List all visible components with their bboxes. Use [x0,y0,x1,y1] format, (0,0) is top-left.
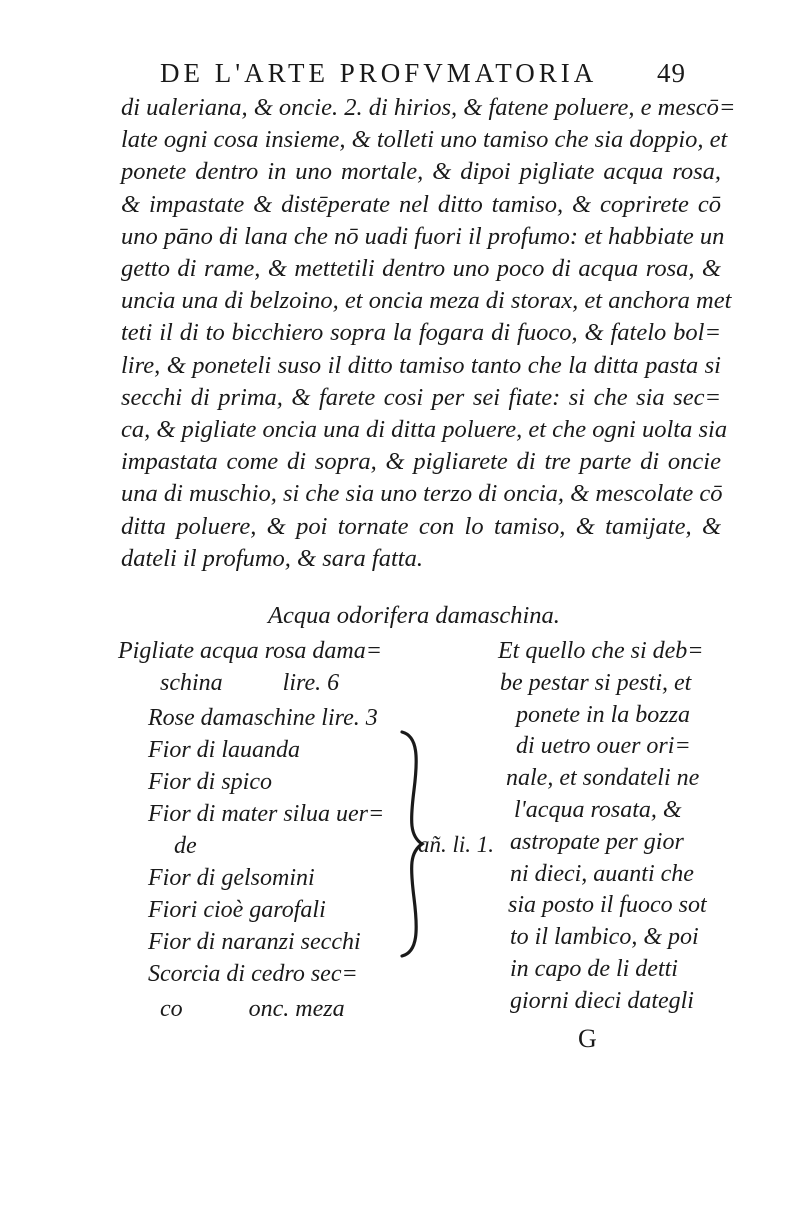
instruction-line: nale, et sondateli ne [506,765,700,792]
body-text [121,92,736,575]
ingredient-line: Scorcia di cedro sec= [148,961,358,987]
body-line: ca, & pigliate oncia una di ditta poluere, et che ogni uolta sia [121,416,728,444]
ingredient-line: Fior di mater silua uer= [148,801,385,827]
body-line: ditta poluere, & poi tornate con lo tamiso, & tamijate, & [121,512,721,540]
instruction-line: giorni dieci dategli [510,987,694,1014]
ingredient-line: schina lire. 6 [160,670,340,696]
ingredient-line: Fiori cioè garofali [148,897,326,923]
instruction-line: di uetro ouer ori= [516,733,691,760]
instruction-line: to il lambico, & poi [510,924,699,951]
dose-label: añ. li. 1. [418,832,495,857]
body-line: impastata come di sopra, & pigliarete di tre parte di oncie [121,448,721,476]
body-line: lire, & poneteli suso il ditto tamiso tanto che la ditta pasta si [121,351,721,379]
body-line: di ualeriana, & oncie. 2. di hirios, & fatene poluere, e mescō= [121,94,736,121]
ingredient-line: Fior di gelsomini [148,865,315,891]
body-line: & impastate & distēperate nel ditto tamiso, & coprirete cō [121,190,721,218]
instruction-line: sia posto il fuoco sot [508,892,707,919]
body-line: dateli il profumo, & sara fatta. [121,544,423,572]
body-line: uncia una di belzoino, et oncia meza di storax, et anchora met [121,287,732,315]
body-line: secchi di prima, & farete cosi per sei fiate: si che sia sec= [121,383,721,411]
ingredient-line: Fior di naranzi secchi [148,929,361,955]
ingredient-line: Pigliate acqua rosa dama= [118,638,382,664]
page-number: 49 [657,58,686,88]
instruction-line: ponete in la bozza [516,701,690,728]
instructions-column [498,636,708,1018]
instruction-line: l'acqua rosata, & [514,796,682,823]
body-line: teti il di to bicchiero sopra la fogara di fuoco, & fatelo bol= [121,319,721,347]
running-header [160,56,700,90]
instruction-line: be pestar si pesti, et [500,669,692,696]
body-line: una di muschio, si che sia uno terzo di oncia, & mescolate cō [121,480,723,508]
instruction-line: astropate per gior [510,828,684,855]
ingredient-line: Fior di lauanda [148,737,301,763]
ingredient-line: co onc. meza [160,996,345,1022]
header-title: DE L'ARTE PROFVMATORIA [160,58,598,88]
body-line: getto di rame, & mettetili dentro uno poco di acqua rosa, & [121,255,721,283]
body-line: uno pāno di lana che nō uadi fuori il profumo: et habbiate un [121,222,725,250]
body-line: late ogni cosa insieme, & tolleti uno tamiso che sia doppio, et [121,126,728,154]
ingredient-line: Fior di spico [148,769,272,795]
recipe-title: Acqua odorifera damaschina. [268,602,560,629]
signature-mark: G [578,1024,597,1053]
body-line: ponete dentro in uno mortale, & dipoi pigliate acqua rosa, [121,158,721,186]
ingredient-line: de [174,833,197,859]
instruction-line: in capo de li detti [510,955,678,982]
ingredient-line: Rose damaschine lire. 3 [148,705,378,731]
instruction-line: ni dieci, auanti che [510,860,694,887]
instruction-line: Et quello che si deb= [498,638,704,664]
